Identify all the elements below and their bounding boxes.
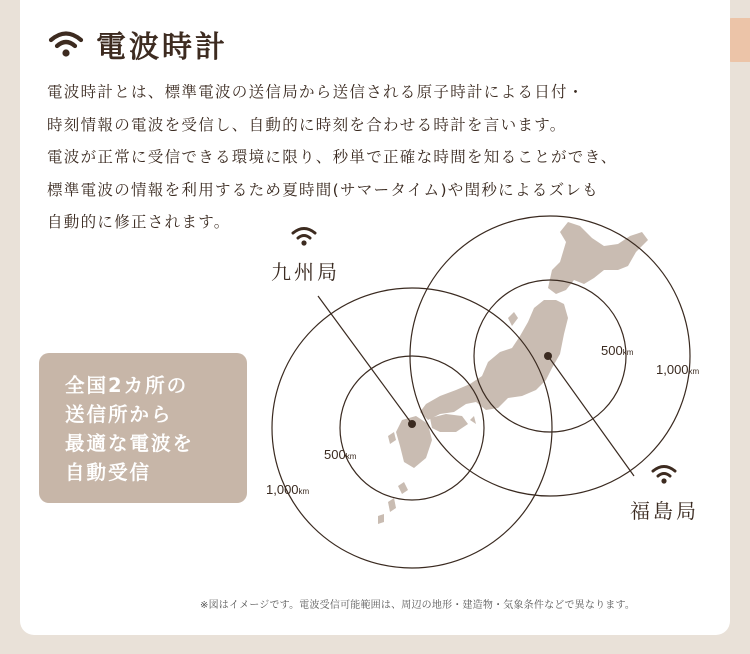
kyushu-1000-unit: km	[298, 487, 310, 496]
kyushu-station-dot	[408, 420, 416, 428]
fukushima-1000-label	[656, 362, 700, 377]
description-line: 標準電波の情報を利用するため夏時間(サマータイム)や閏秒によるズレも	[47, 180, 599, 199]
kyushu-500-label	[324, 447, 357, 462]
kyushu-wifi-icon	[293, 229, 315, 246]
fukushima-500-unit: km	[622, 348, 634, 357]
description-line: 電波時計とは、標準電波の送信局から送信される原子時計による日付・	[47, 83, 585, 101]
fukushima-pointer-line	[548, 356, 634, 476]
description-line: 自動的に修正されます。	[47, 213, 231, 231]
page-title: 電波時計	[96, 30, 228, 65]
kyushu-500-unit: km	[345, 452, 357, 461]
description-line: 電波が正常に受信できる環境に限り、秒単で正確な時間を知ることができ、	[47, 148, 618, 166]
feature-line: 全国2カ所の	[65, 374, 189, 397]
footnote: ※図はイメージです。電波受信可能範囲は、周辺の地形・建造物・気象条件などで異なります。	[200, 600, 636, 611]
fukushima-1000-unit: km	[688, 367, 700, 376]
feature-line: 最適な電波を	[65, 432, 195, 455]
feature-line: 自動受信	[65, 461, 152, 484]
fukushima-500-value: 500	[601, 343, 623, 358]
japan-map	[378, 222, 648, 524]
feature-callout	[39, 353, 247, 503]
fukushima-station-dot	[544, 352, 552, 360]
feature-line: 送信所から	[65, 403, 173, 426]
description-line: 時刻情報の電波を受信し、自動的に時刻を合わせる時計を言います。	[47, 115, 567, 134]
kyushu-station-label: 九州局	[271, 260, 340, 284]
kyushu-500-value: 500	[324, 447, 346, 462]
fukushima-1000-value: 1,000	[656, 362, 689, 377]
fukushima-500-label	[601, 343, 634, 358]
kyushu-1000-label	[266, 482, 310, 497]
fukushima-station-label: 福島局	[630, 499, 699, 523]
fukushima-wifi-icon	[653, 467, 675, 484]
kyushu-1000-value: 1,000	[266, 482, 299, 497]
kyushu-pointer-line	[318, 296, 412, 424]
